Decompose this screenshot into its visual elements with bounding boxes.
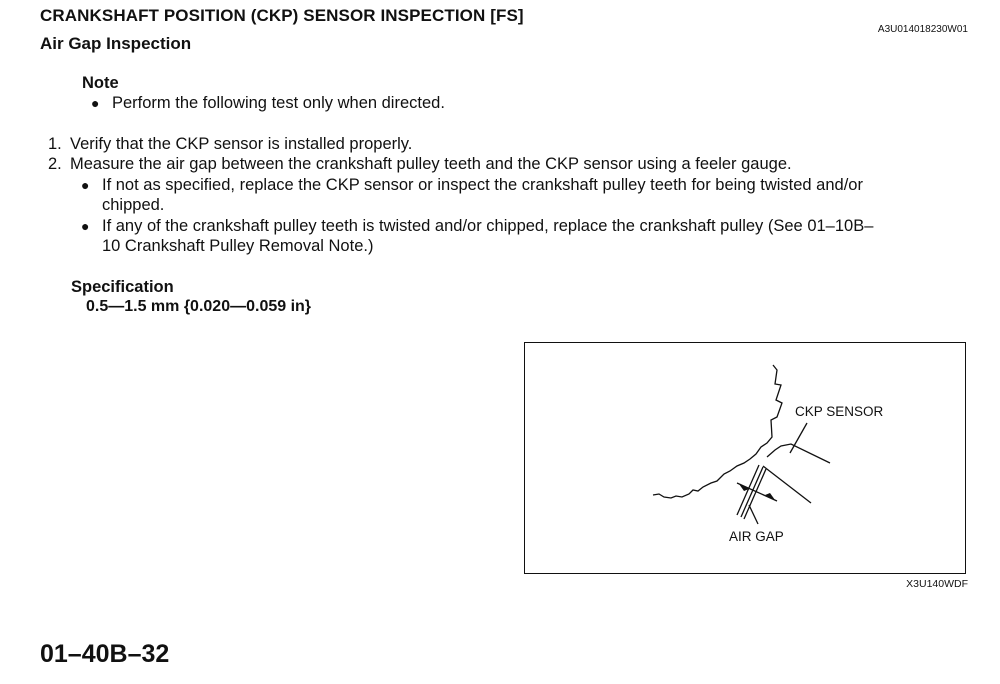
feeler-gauge-line bbox=[737, 465, 759, 515]
step-number: 1. bbox=[48, 135, 62, 153]
air-gap-leader bbox=[749, 505, 758, 524]
ckp-sensor-body bbox=[767, 444, 830, 463]
ckp-sensor-leader bbox=[790, 423, 807, 453]
air-gap-label: AIR GAP bbox=[729, 529, 784, 544]
note-bullet-icon: ● bbox=[91, 95, 100, 111]
sub-item-line: If not as specified, replace the CKP sensor or inspect the crankshaft pulley teeth for being twisted and/or bbox=[102, 176, 863, 194]
ckp-sensor-label: CKP SENSOR bbox=[795, 404, 884, 419]
step-text: Verify that the CKP sensor is installed properly. bbox=[70, 135, 413, 153]
step-number: 2. bbox=[48, 155, 62, 173]
specification-heading: Specification bbox=[71, 278, 174, 296]
note-heading: Note bbox=[82, 74, 119, 92]
sub-item-bullet-icon: ● bbox=[81, 218, 90, 234]
specification-value: 0.5—1.5 mm {0.020—0.059 in} bbox=[86, 298, 312, 315]
sub-item-line: chipped. bbox=[102, 196, 165, 214]
figure-code: X3U140WDF bbox=[906, 578, 968, 590]
page-title: CRANKSHAFT POSITION (CKP) SENSOR INSPECTION [FS] bbox=[40, 6, 524, 25]
air-gap-arrow bbox=[737, 483, 777, 501]
document-id: A3U014018230W01 bbox=[877, 24, 968, 35]
step-text: Measure the air gap between the crankshaft pulley teeth and the CKP sensor using a feeler gauge. bbox=[70, 155, 792, 173]
sub-item-bullet-icon: ● bbox=[81, 177, 90, 193]
note-item: Perform the following test only when directed. bbox=[112, 94, 445, 112]
feeler-gauge-line bbox=[741, 467, 763, 517]
sub-item-line: 10 Crankshaft Pulley Removal Note.) bbox=[102, 237, 374, 255]
sub-item-line: If any of the crankshaft pulley teeth is twisted and/or chipped, replace the crankshaft pulley (See 01–10B– bbox=[102, 217, 874, 235]
ckp-sensor-diagram bbox=[524, 342, 966, 574]
section-subtitle: Air Gap Inspection bbox=[40, 34, 192, 53]
page-number: 01–40B–32 bbox=[40, 640, 170, 668]
